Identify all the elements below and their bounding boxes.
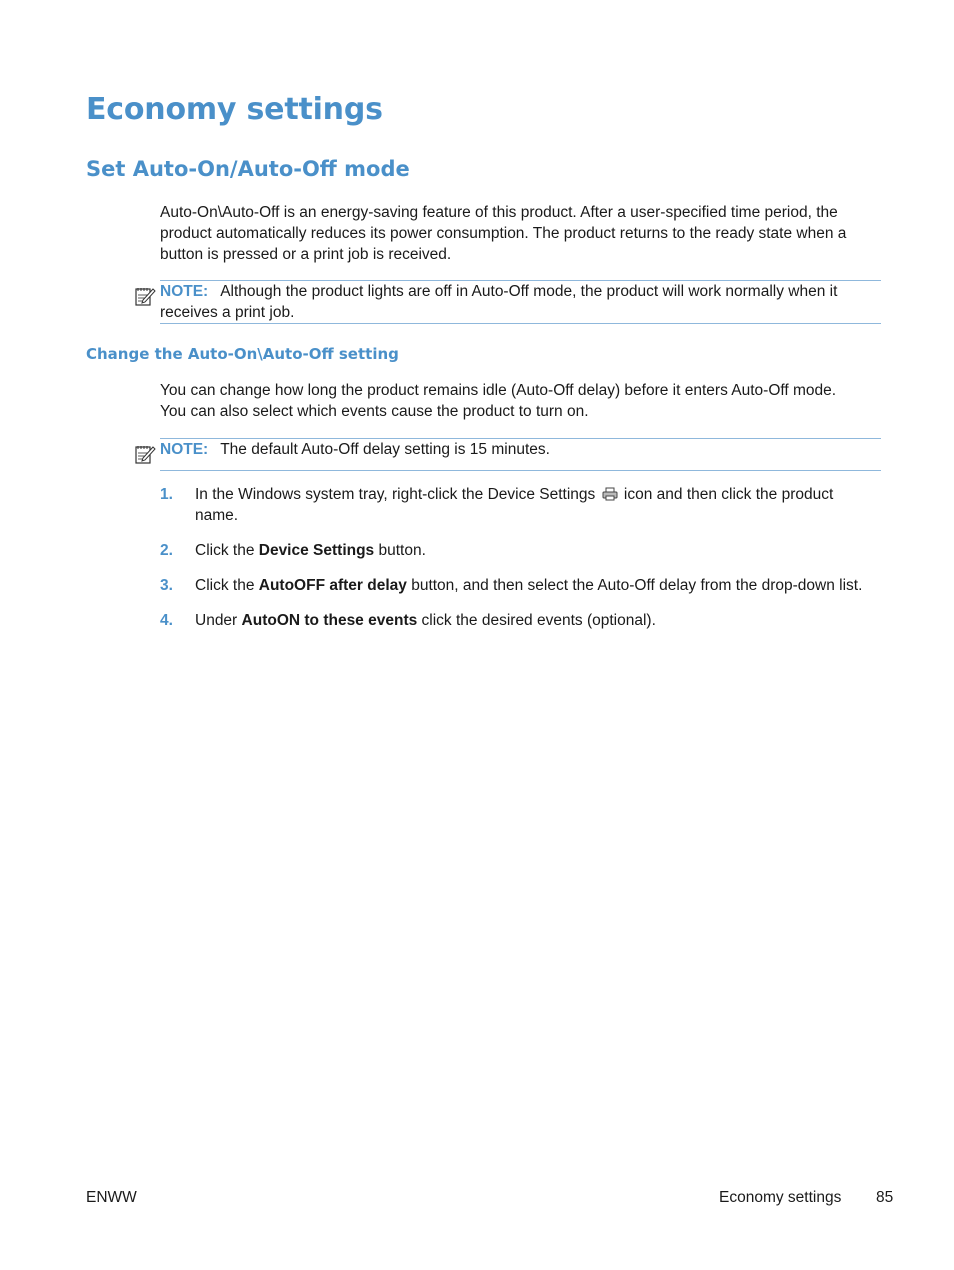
note-icon (134, 443, 156, 465)
step-item (160, 610, 870, 631)
ui-term: AutoOFF after delay (258, 577, 407, 594)
printer-icon (602, 487, 618, 501)
step-text: In the Windows system tray, right-click the Device Settings (195, 486, 596, 503)
step-number: 1. (160, 486, 173, 503)
step-text: click the desired events (optional). (421, 612, 656, 629)
note-icon (134, 285, 156, 307)
step-item (160, 540, 870, 561)
note-text: The default Auto-Off delay setting is 15 minutes. (220, 441, 550, 458)
footer-section: Economy settings (719, 1189, 842, 1206)
steps-list (160, 484, 870, 645)
footer-language-code: ENWW (86, 1189, 137, 1206)
step-number: 3. (160, 577, 173, 594)
ui-term: AutoON to these events (241, 612, 418, 629)
step-text: Click the (195, 542, 255, 559)
note-text: Although the product lights are off in Auto-Off mode, the product will work normally when it receives a print job. (160, 283, 838, 321)
note-label: NOTE: (160, 283, 209, 300)
page-title: Economy settings (86, 92, 383, 127)
step-text: Click the (195, 577, 255, 594)
step-text: icon and then click the product name. (195, 486, 834, 524)
step-text: button. (378, 542, 426, 559)
note-box-auto-off (160, 280, 881, 324)
note-box-default-delay (160, 438, 881, 471)
section-title: Set Auto-On/Auto-Off mode (86, 157, 410, 181)
step-number: 4. (160, 612, 173, 629)
step-text: button, and then select the Auto-Off delay from the drop-down list. (411, 577, 863, 594)
step-number: 2. (160, 542, 173, 559)
note-label: NOTE: (160, 441, 209, 458)
footer-page-number: 85 (876, 1189, 894, 1206)
intro-paragraph: Auto-On\Auto-Off is an energy-saving feature of this product. After a user-specified time period, the product automatically reduces its power consumption. The product returns to the ready state when a button is pressed or a print job is received. (160, 204, 847, 263)
step-text: Under (195, 612, 238, 629)
change-paragraph: You can change how long the product remains idle (Auto-Off delay) before it enters Auto-Off mode. You can also select which events cause the product to turn on. (160, 382, 837, 420)
step-item (160, 575, 870, 596)
step-item (160, 484, 870, 526)
ui-term: Device Settings (258, 542, 375, 559)
subsection-title: Change the Auto-On\Auto-Off setting (86, 345, 399, 363)
